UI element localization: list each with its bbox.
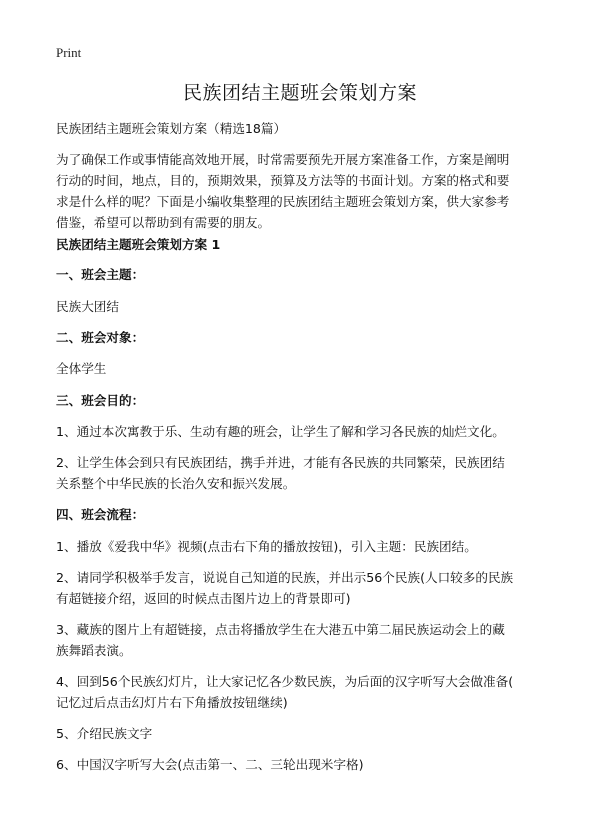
audience-heading: 二、班会对象： bbox=[56, 330, 145, 345]
theme-heading: 一、班会主题： bbox=[56, 267, 145, 282]
intro-line-2: 行动的时间，地点，目的，预期效果，预算及方法等的书面计划。方案的格式和要 bbox=[56, 173, 510, 188]
section-heading: 民族团结主题班会策划方案 1 bbox=[56, 237, 221, 252]
document-subtitle: 民族团结主题班会策划方案（精选18篇） bbox=[56, 121, 287, 136]
flow-item-4-line-1: 4、回到56个民族幻灯片，让大家记忆各少数民族，为后面的汉字听写大会做准备( bbox=[56, 674, 514, 689]
flow-item-4-line-2: 记忆过后点击幻灯片右下角播放按钮继续) bbox=[56, 695, 288, 710]
purpose-item-2-line-2: 关系整个中华民族的长治久安和振兴发展。 bbox=[56, 476, 296, 491]
page-title: 民族团结主题班会策划方案 bbox=[182, 82, 417, 104]
flow-item-2-line-2: 有超链接介绍，返回的时候点击图片边上的背景即可) bbox=[56, 591, 351, 606]
intro-line-1: 为了确保工作或事情能高效地开展，时常需要预先开展方案准备工作，方案是阐明 bbox=[56, 152, 510, 167]
audience-text: 全体学生 bbox=[56, 361, 107, 376]
flow-item-5: 5、介绍民族文字 bbox=[56, 726, 153, 741]
flow-heading: 四、班会流程： bbox=[56, 507, 145, 522]
flow-item-2-line-1: 2、请同学积极举手发言，说说自己知道的民族，并出示56个民族(人口较多的民族 bbox=[56, 570, 514, 585]
print-label[interactable]: Print bbox=[56, 45, 82, 60]
purpose-item-2-line-1: 2、让学生体会到只有民族团结，携手并进，才能有各民族的共同繁荣，民族团结 bbox=[56, 455, 505, 470]
intro-line-4: 借鉴，希望可以帮助到有需要的朋友。 bbox=[56, 215, 271, 230]
flow-item-6: 6、中国汉字听写大会(点击第一、二、三轮出现米字格) bbox=[56, 757, 364, 772]
purpose-item-1: 1、通过本次寓教于乐、生动有趣的班会，让学生了解和学习各民族的灿烂文化。 bbox=[56, 424, 505, 439]
flow-item-3-line-2: 族舞蹈表演。 bbox=[56, 643, 132, 658]
flow-item-1: 1、播放《爱我中华》视频(点击右下角的播放按钮)，引入主题：民族团结。 bbox=[56, 539, 477, 554]
intro-line-3: 求是什么样的呢？下面是小编收集整理的民族团结主题班会策划方案，供大家参考 bbox=[56, 194, 510, 209]
theme-text: 民族大团结 bbox=[56, 299, 119, 314]
purpose-heading: 三、班会目的： bbox=[56, 393, 145, 408]
flow-item-3-line-1: 3、藏族的图片上有超链接，点击将播放学生在大港五中第二届民族运动会上的藏 bbox=[56, 622, 505, 637]
